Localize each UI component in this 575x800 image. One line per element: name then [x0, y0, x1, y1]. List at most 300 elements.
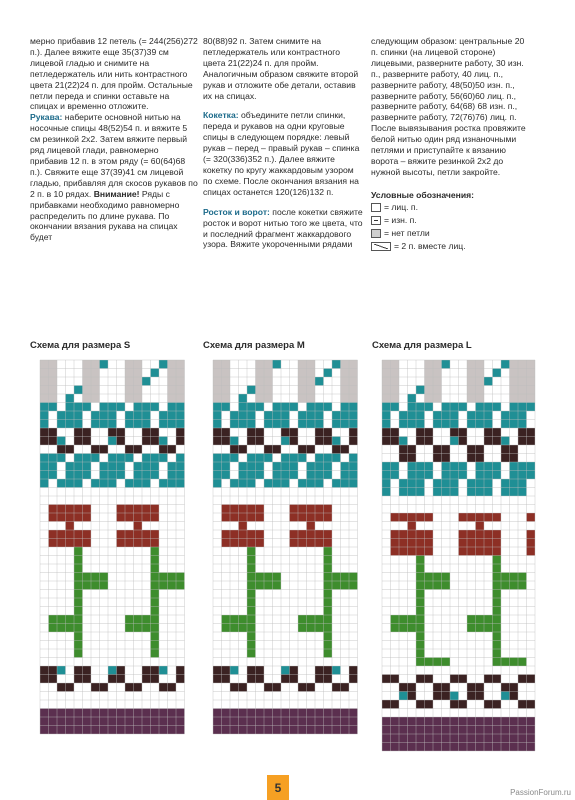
- chart-cell: [493, 513, 502, 522]
- chart-cell: [476, 445, 485, 454]
- chart-cell: [142, 513, 151, 522]
- chart-cell: [315, 615, 324, 624]
- chart-cell: [324, 437, 333, 446]
- chart-cell: [527, 743, 536, 752]
- chart-cell: [40, 666, 49, 675]
- chart-cell: [247, 420, 256, 429]
- chart-cell: [349, 666, 358, 675]
- chart-cell: [134, 445, 143, 454]
- chart-cell: [74, 581, 83, 590]
- chart-cell: [117, 454, 126, 463]
- chart-cell: [510, 573, 519, 582]
- chart-cell: [247, 411, 256, 420]
- chart-cell: [281, 666, 290, 675]
- chart-cell: [57, 513, 66, 522]
- chart-cell: [57, 505, 66, 514]
- legend-title: Условные обозначения:: [371, 189, 474, 200]
- chart-cell: [230, 726, 239, 735]
- chart-cell: [527, 734, 536, 743]
- chart-cell: [341, 445, 350, 454]
- chart-cell: [125, 360, 134, 369]
- chart-cell: [281, 428, 290, 437]
- chart-cell: [74, 624, 83, 633]
- chart-cell: [501, 488, 510, 497]
- chart-cell: [382, 717, 391, 726]
- chart-cell: [459, 734, 468, 743]
- chart-cell: [239, 471, 248, 480]
- chart-cell: [510, 420, 519, 429]
- chart-cell: [83, 505, 92, 514]
- chart-cell: [57, 709, 66, 718]
- chart-cell: [239, 403, 248, 412]
- chart-cell: [66, 445, 75, 454]
- no-stitch-symbol-icon: [371, 229, 381, 238]
- chart-cell: [298, 386, 307, 395]
- chart-cell: [247, 675, 256, 684]
- chart-cell: [247, 709, 256, 718]
- chart-cell: [518, 386, 527, 395]
- chart-cell: [256, 471, 265, 480]
- chart-cell: [151, 505, 160, 514]
- chart-cell: [476, 624, 485, 633]
- chart-cell: [222, 437, 231, 446]
- chart-cell: [518, 573, 527, 582]
- chart-cell: [142, 454, 151, 463]
- chart-cell: [493, 632, 502, 641]
- paragraph-sleeve-finish: 80(88)92 п. Затем снимите на петледержатель или контрастного цвета 21(22)24 п. для пройм. Аналогичным образом свяжите второй рукав и отложите обе детали, оставив их на спицах.: [203, 36, 359, 101]
- chart-cell: [159, 360, 168, 369]
- chart-cell: [256, 403, 265, 412]
- chart-cell: [298, 479, 307, 488]
- chart-cell: [298, 454, 307, 463]
- chart-cell: [125, 624, 134, 633]
- chart-cell: [230, 411, 239, 420]
- chart-cell: [264, 726, 273, 735]
- chart-cell: [433, 726, 442, 735]
- chart-cell: [408, 445, 417, 454]
- chart-cell: [273, 709, 282, 718]
- chart-cell: [40, 675, 49, 684]
- text-column-2: [203, 36, 363, 250]
- chart-cell: [425, 734, 434, 743]
- chart-cell: [425, 369, 434, 378]
- chart-cell: [518, 479, 527, 488]
- chart-cell: [108, 717, 117, 726]
- chart-cell: [176, 462, 185, 471]
- chart-cell: [416, 641, 425, 650]
- chart-cell: [222, 539, 231, 548]
- chart-cell: [290, 666, 299, 675]
- chart-cell: [57, 454, 66, 463]
- chart-cell: [518, 360, 527, 369]
- chart-cell: [307, 394, 316, 403]
- chart-cell: [74, 530, 83, 539]
- chart-cell: [298, 445, 307, 454]
- chart-cell: [168, 462, 177, 471]
- chart-cell: [493, 743, 502, 752]
- chart-cell: [484, 726, 493, 735]
- chart-cell: [66, 471, 75, 480]
- chart-cell: [307, 386, 316, 395]
- chart-cell: [510, 734, 519, 743]
- chart-cell: [91, 709, 100, 718]
- chart-cell: [91, 445, 100, 454]
- chart-cell: [324, 369, 333, 378]
- chart-cell: [450, 488, 459, 497]
- chart-cell: [476, 411, 485, 420]
- chart-cell: [40, 471, 49, 480]
- chart-cell: [399, 547, 408, 556]
- chart-cell: [176, 360, 185, 369]
- chart-cell: [467, 479, 476, 488]
- chart-cell: [416, 734, 425, 743]
- chart-cell: [213, 386, 222, 395]
- chart-cell: [142, 471, 151, 480]
- chart-cell: [247, 530, 256, 539]
- chart-cell: [57, 530, 66, 539]
- chart-cell: [501, 445, 510, 454]
- chart-cell: [176, 411, 185, 420]
- chart-cell: [476, 530, 485, 539]
- chart-cell: [264, 386, 273, 395]
- chart-cell: [273, 360, 282, 369]
- chart-cell: [425, 581, 434, 590]
- chart-cell: [416, 513, 425, 522]
- chart-cell: [239, 394, 248, 403]
- chart-cell: [134, 420, 143, 429]
- chart-cell: [176, 573, 185, 582]
- chart-cell: [349, 675, 358, 684]
- chart-cell: [425, 547, 434, 556]
- chart-cell: [222, 369, 231, 378]
- chart-cell: [501, 573, 510, 582]
- chart-cell: [518, 658, 527, 667]
- chart-cell: [399, 624, 408, 633]
- chart-cell: [442, 581, 451, 590]
- chart-cell: [307, 360, 316, 369]
- chart-cell: [433, 454, 442, 463]
- chart-cell: [159, 445, 168, 454]
- chart-cell: [290, 539, 299, 548]
- chart-cell: [57, 666, 66, 675]
- chart-cell: [450, 462, 459, 471]
- chart-cell: [134, 513, 143, 522]
- chart-cell: [416, 479, 425, 488]
- chart-cell: [307, 505, 316, 514]
- chart-cell: [425, 573, 434, 582]
- chart-cell: [493, 598, 502, 607]
- chart-cell: [382, 462, 391, 471]
- chart-cell: [510, 377, 519, 386]
- chart-cell: [247, 573, 256, 582]
- chart-cell: [125, 717, 134, 726]
- chart-cell: [74, 590, 83, 599]
- chart-cell: [408, 462, 417, 471]
- chart-cell: [324, 615, 333, 624]
- chart-cell: [213, 369, 222, 378]
- chart-cell: [518, 428, 527, 437]
- chart-cell: [213, 726, 222, 735]
- chart-cell: [239, 530, 248, 539]
- chart-cell: [83, 709, 92, 718]
- chart-cell: [117, 437, 126, 446]
- chart-cell: [467, 726, 476, 735]
- chart-cell: [493, 530, 502, 539]
- chart-cell: [91, 454, 100, 463]
- chart-cell: [100, 709, 109, 718]
- chart-cell: [324, 624, 333, 633]
- chart-cell: [40, 462, 49, 471]
- chart-cell: [382, 386, 391, 395]
- chart-cell: [476, 726, 485, 735]
- chart-cell: [527, 428, 536, 437]
- chart-cell: [256, 360, 265, 369]
- chart-title-l: Схема для размера L: [372, 340, 472, 351]
- chart-cell: [527, 717, 536, 726]
- chart-cell: [408, 411, 417, 420]
- chart-cell: [142, 709, 151, 718]
- chart-cell: [425, 675, 434, 684]
- chart-cell: [74, 479, 83, 488]
- chart-cell: [349, 394, 358, 403]
- chart-cell: [117, 717, 126, 726]
- chart-cell: [151, 615, 160, 624]
- chart-cell: [176, 437, 185, 446]
- chart-cell: [298, 420, 307, 429]
- chart-cell: [518, 403, 527, 412]
- chart-cell: [382, 377, 391, 386]
- chart-cell: [493, 590, 502, 599]
- watermark: PassionForum.ru: [510, 788, 571, 797]
- chart-cell: [484, 539, 493, 548]
- paragraph-short-rows: следующим образом: центральные 20 п. спинки (на лицевой стороне) лицевыми, разверните работу, 30 изн. п., разверните работу, 40 лиц. п., разверните работу, 48(50)50 изн. п., разверните работу, 56(60)60 лиц. п., разверните работу, 64(68) 68 изн. п., разверните работу, 72(76)76) лиц. п. После вывязывания ростка провяжите белой нитью один ряд изнаночными петлями и приступайте к вязанию ворота – вяжите резинкой 2x2 до нужной высоты, петли закройте.: [371, 36, 526, 177]
- chart-cell: [416, 462, 425, 471]
- chart-cell: [382, 369, 391, 378]
- chart-cell: [518, 420, 527, 429]
- chart-cell: [108, 454, 117, 463]
- chart-cell: [256, 717, 265, 726]
- chart-cell: [74, 649, 83, 658]
- chart-cell: [501, 726, 510, 735]
- chart-cell: [450, 471, 459, 480]
- chart-cell: [66, 394, 75, 403]
- chart-cell: [341, 386, 350, 395]
- chart-cell: [281, 479, 290, 488]
- chart-cell: [382, 471, 391, 480]
- chart-cell: [40, 420, 49, 429]
- chart-cell: [264, 709, 273, 718]
- chart-cell: [408, 513, 417, 522]
- chart-cell: [83, 462, 92, 471]
- chart-cell: [307, 717, 316, 726]
- chart-cell: [40, 454, 49, 463]
- chart-cell: [450, 479, 459, 488]
- chart-cell: [142, 403, 151, 412]
- chart-cell: [341, 683, 350, 692]
- chart-cell: [83, 471, 92, 480]
- chart-cell: [493, 547, 502, 556]
- chart-cell: [493, 403, 502, 412]
- chart-cell: [49, 394, 58, 403]
- chart-cell: [349, 403, 358, 412]
- chart-cell: [442, 726, 451, 735]
- chart-cell: [74, 411, 83, 420]
- chart-cell: [151, 666, 160, 675]
- chart-cell: [91, 479, 100, 488]
- chart-cell: [74, 513, 83, 522]
- chart-cell: [501, 743, 510, 752]
- chart-cell: [176, 394, 185, 403]
- chart-cell: [382, 726, 391, 735]
- chart-cell: [256, 377, 265, 386]
- chart-cell: [125, 420, 134, 429]
- chart-cell: [324, 726, 333, 735]
- chart-cell: [176, 403, 185, 412]
- chart-cell: [332, 683, 341, 692]
- chart-cell: [324, 462, 333, 471]
- chart-cell: [159, 581, 168, 590]
- chart-cell: [256, 539, 265, 548]
- chart-cell: [391, 734, 400, 743]
- page-number: 5: [267, 775, 289, 800]
- chart-cell: [91, 717, 100, 726]
- chart-cell: [416, 539, 425, 548]
- chart-cell: [298, 726, 307, 735]
- chart-cell: [527, 369, 536, 378]
- chart-cell: [222, 360, 231, 369]
- chart-cell: [349, 428, 358, 437]
- chart-cell: [213, 675, 222, 684]
- chart-cell: [176, 675, 185, 684]
- chart-cell: [324, 428, 333, 437]
- chart-cell: [256, 505, 265, 514]
- chart-cell: [442, 411, 451, 420]
- chart-cell: [230, 666, 239, 675]
- chart-cell: [382, 437, 391, 446]
- chart-cell: [290, 403, 299, 412]
- chart-cell: [222, 471, 231, 480]
- chart-cell: [382, 675, 391, 684]
- chart-cell: [467, 683, 476, 692]
- chart-cell: [315, 717, 324, 726]
- chart-cell: [57, 539, 66, 548]
- chart-cell: [510, 488, 519, 497]
- chart-cell: [315, 675, 324, 684]
- chart-cell: [450, 437, 459, 446]
- chart-cell: [298, 360, 307, 369]
- chart-cell: [40, 726, 49, 735]
- chart-cell: [476, 615, 485, 624]
- chart-cell: [416, 615, 425, 624]
- chart-cell: [298, 377, 307, 386]
- chart-cell: [349, 411, 358, 420]
- chart-cell: [341, 369, 350, 378]
- chart-cell: [273, 403, 282, 412]
- chart-cell: [518, 471, 527, 480]
- chart-cell: [49, 403, 58, 412]
- chart-cell: [239, 445, 248, 454]
- chart-cell: [433, 479, 442, 488]
- chart-cell: [399, 734, 408, 743]
- chart-cell: [256, 530, 265, 539]
- chart-cell: [307, 411, 316, 420]
- chart-cell: [467, 530, 476, 539]
- chart-cell: [416, 420, 425, 429]
- chart-cell: [324, 403, 333, 412]
- chart-cell: [176, 471, 185, 480]
- chart-cell: [125, 615, 134, 624]
- chart-cell: [290, 505, 299, 514]
- chart-cell: [264, 581, 273, 590]
- chart-cell: [332, 581, 341, 590]
- chart-cell: [307, 479, 316, 488]
- chart-cell: [66, 479, 75, 488]
- chart-cell: [134, 709, 143, 718]
- chart-cell: [151, 598, 160, 607]
- chart-cell: [213, 411, 222, 420]
- chart-cell: [399, 454, 408, 463]
- chart-cell: [307, 420, 316, 429]
- chart-cell: [74, 573, 83, 582]
- chart-cell: [273, 420, 282, 429]
- chart-cell: [425, 462, 434, 471]
- chart-cell: [66, 403, 75, 412]
- chart-cell: [324, 556, 333, 565]
- chart-cell: [247, 607, 256, 616]
- chart-cell: [239, 513, 248, 522]
- chart-cell: [493, 607, 502, 616]
- chart-cell: [527, 377, 536, 386]
- chart-cell: [281, 462, 290, 471]
- chart-cell: [142, 726, 151, 735]
- chart-cell: [476, 471, 485, 480]
- chart-cell: [74, 666, 83, 675]
- chart-cell: [239, 539, 248, 548]
- chart-cell: [315, 530, 324, 539]
- chart-cell: [391, 675, 400, 684]
- chart-cell: [40, 377, 49, 386]
- chart-cell: [307, 513, 316, 522]
- chart-cell: [57, 479, 66, 488]
- chart-cell: [459, 743, 468, 752]
- chart-cell: [117, 462, 126, 471]
- chart-cell: [273, 479, 282, 488]
- chart-cell: [222, 709, 231, 718]
- chart-cell: [168, 726, 177, 735]
- chart-cell: [341, 403, 350, 412]
- chart-cell: [74, 709, 83, 718]
- chart-cell: [66, 505, 75, 514]
- chart-cell: [416, 403, 425, 412]
- chart-cell: [324, 547, 333, 556]
- chart-cell: [74, 539, 83, 548]
- chart-cell: [74, 726, 83, 735]
- chart-cell: [40, 437, 49, 446]
- chart-cell: [256, 394, 265, 403]
- chart-cell: [176, 454, 185, 463]
- chart-cell: [83, 437, 92, 446]
- chart-cell: [151, 462, 160, 471]
- chart-cell: [49, 726, 58, 735]
- chart-cell: [399, 743, 408, 752]
- chart-cell: [349, 386, 358, 395]
- chart-cell: [264, 360, 273, 369]
- chart-cell: [213, 428, 222, 437]
- chart-cell: [74, 556, 83, 565]
- chart-cell: [332, 726, 341, 735]
- chart-cell: [501, 411, 510, 420]
- chart-cell: [349, 573, 358, 582]
